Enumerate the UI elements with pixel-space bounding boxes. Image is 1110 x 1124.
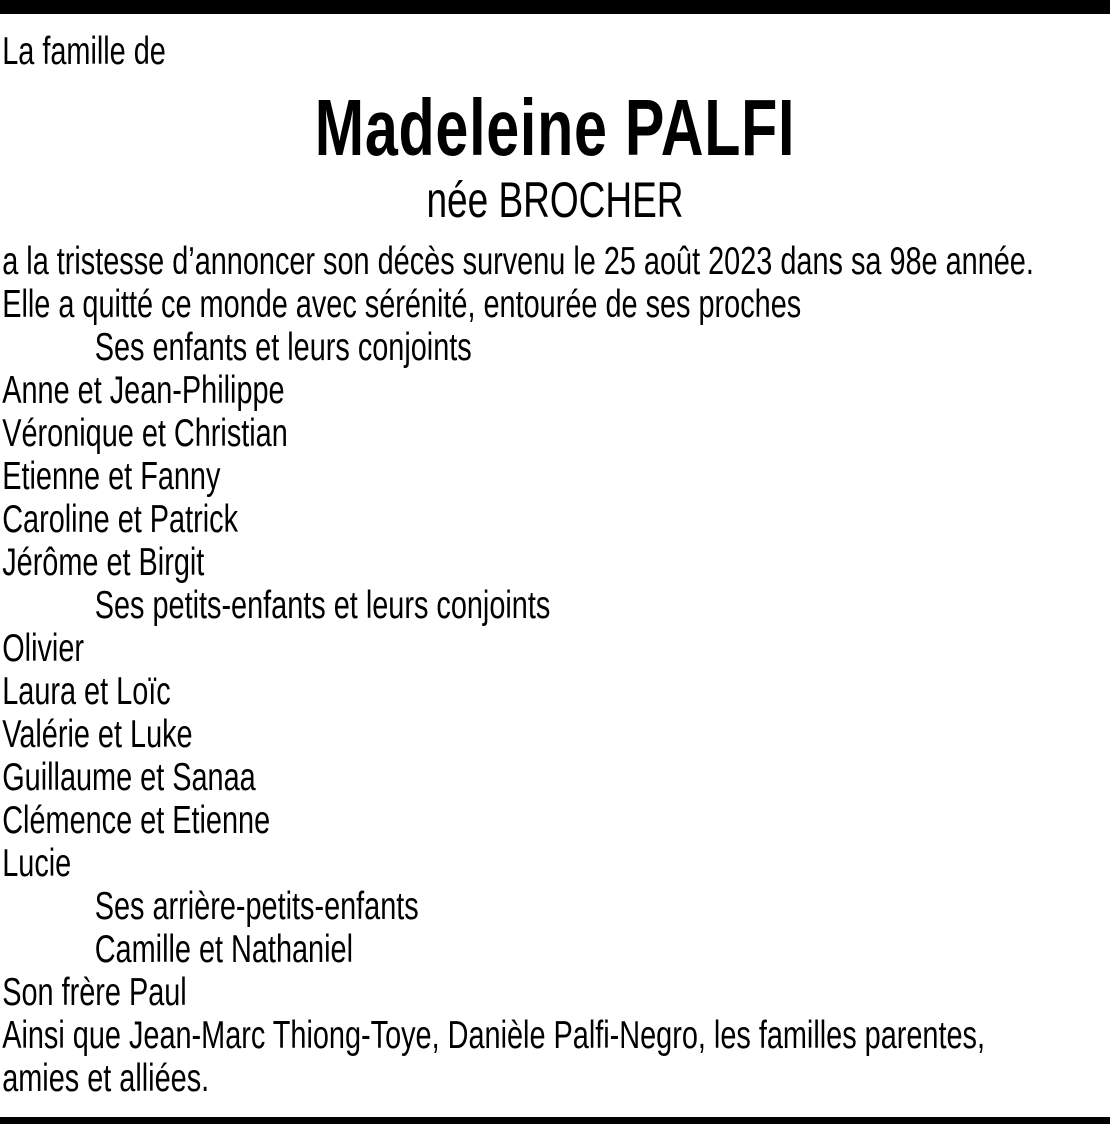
grandchild-name: Clémence et Etienne (2, 799, 271, 842)
grandchild-name: Laura et Loïc (2, 670, 171, 713)
grandchild-name: Guillaume et Sanaa (2, 756, 256, 799)
obituary-content (0, 14, 1110, 1100)
family-intro-text: La famille de (2, 30, 166, 73)
grandchild-name: Olivier (2, 627, 85, 670)
great-grandchildren-heading: Ses arrière-petits-enfants (94, 885, 419, 928)
deceased-name: Madeleine PALFI (314, 83, 796, 172)
children-heading: Ses enfants et leurs conjoints (94, 326, 472, 369)
child-name: Anne et Jean-Philippe (2, 369, 285, 412)
closing-line-2: amies et alliées. (2, 1057, 210, 1100)
brother-line: Son frère Paul (2, 971, 187, 1014)
grandchild-name: Lucie (2, 842, 72, 885)
grandchildren-heading: Ses petits-enfants et leurs conjoints (94, 584, 551, 627)
child-name: Caroline et Patrick (2, 498, 239, 541)
top-rule (0, 0, 1110, 14)
great-grandchild-name: Camille et Nathaniel (94, 928, 353, 971)
announcement-line-2: Elle a quitté ce monde avec sérénité, entourée de ses proches (2, 283, 802, 326)
grandchild-name: Valérie et Luke (2, 713, 193, 756)
child-name: Véronique et Christian (2, 412, 288, 455)
bottom-rule (0, 1117, 1110, 1124)
announcement-body (0, 240, 1110, 1100)
child-name: Etienne et Fanny (2, 455, 221, 498)
maiden-name: née BROCHER (426, 172, 684, 228)
closing-line-1: Ainsi que Jean-Marc Thiong-Toye, Danièle Palfi-Negro, les familles parentes, (2, 1014, 985, 1057)
child-name: Jérôme et Birgit (2, 541, 205, 584)
announcement-line-1: a la tristesse d’annoncer son décès survenu le 25 août 2023 dans sa 98e année. (2, 240, 1034, 283)
